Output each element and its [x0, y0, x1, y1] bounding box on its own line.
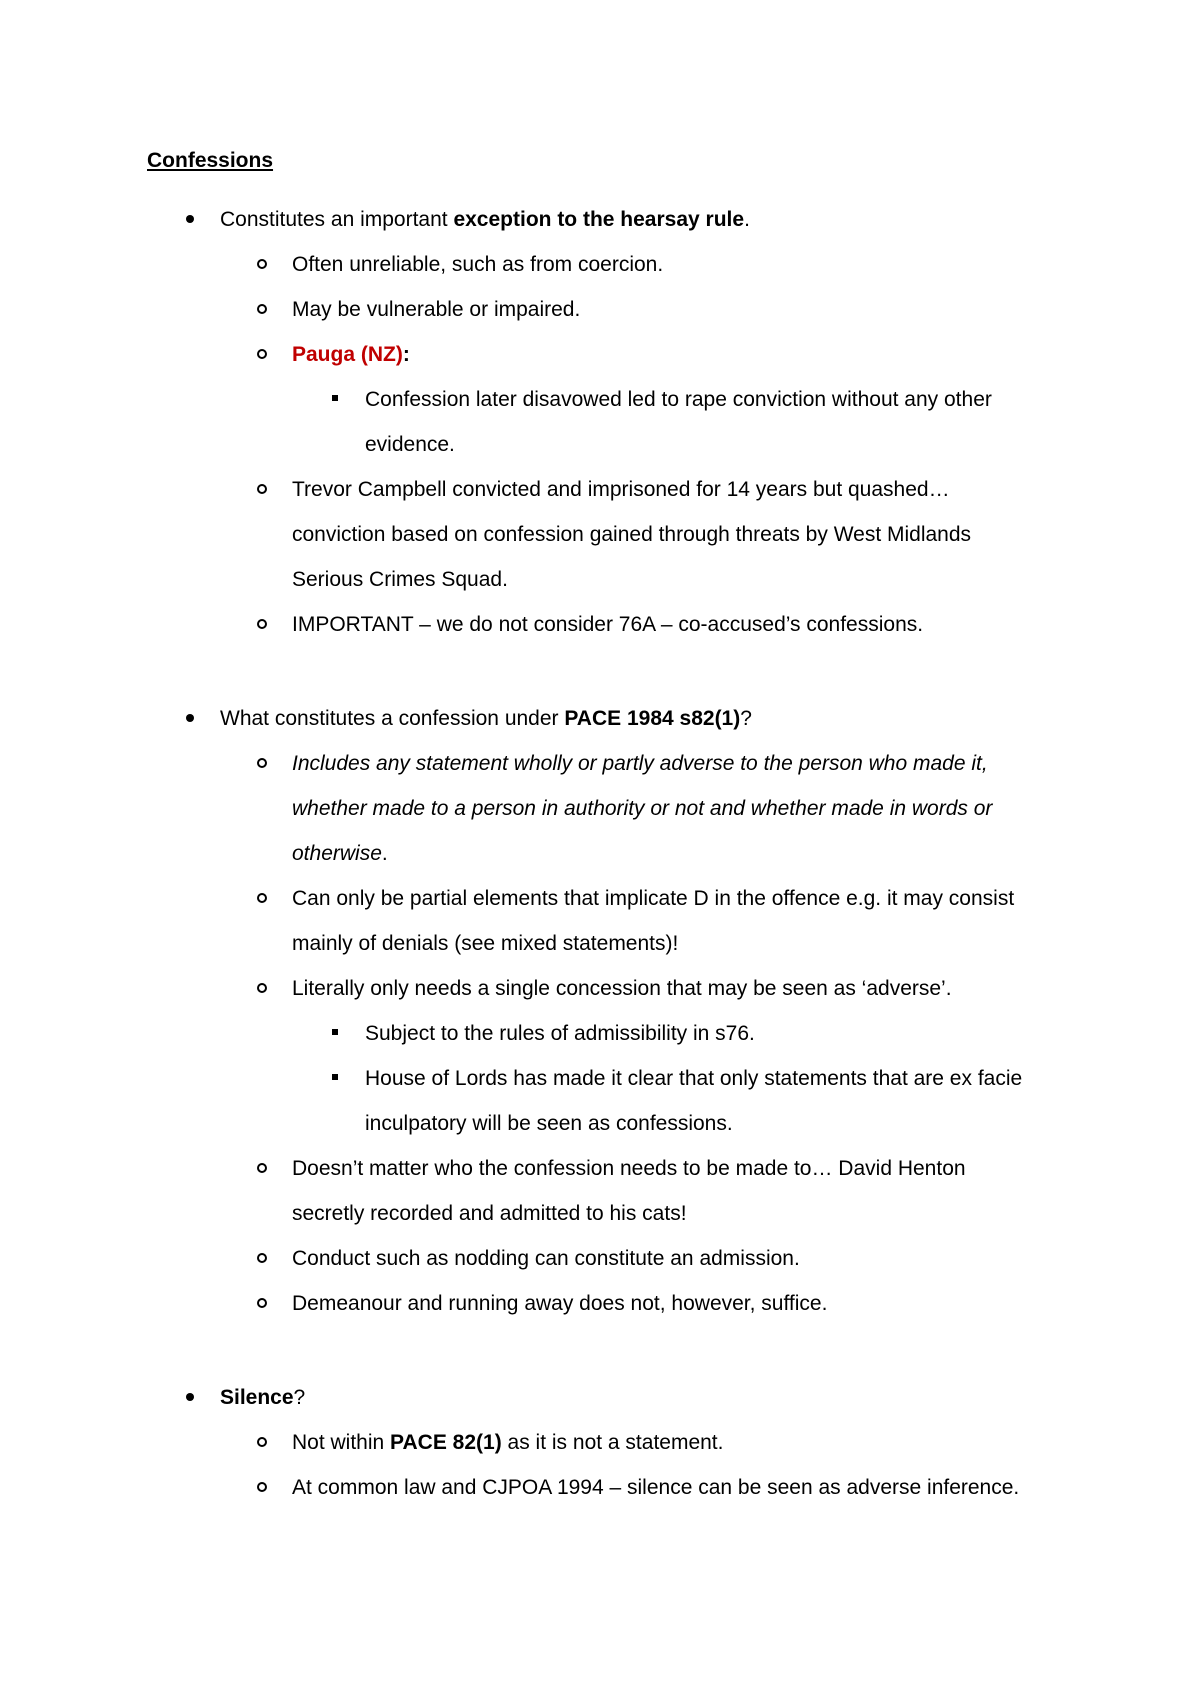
sub-bullet-vulnerable: May be vulnerable or impaired.: [292, 298, 581, 321]
bullet-ring-icon: [252, 976, 272, 1002]
sub-bullet-henton-line1: Doesn’t matter who the confession needs to be made to… David Henton: [292, 1157, 966, 1180]
document-title: Confessions: [147, 149, 274, 172]
bullet-dot-icon: [180, 1385, 200, 1411]
subsub-bullet-lords-line1: House of Lords has made it clear that only statements that are ex facie: [365, 1067, 1023, 1090]
bullet-silence: Silence?: [220, 1386, 306, 1409]
bullet-ring-icon: [252, 1430, 272, 1456]
bullet-ring-icon: [252, 1156, 272, 1182]
bullet-ring-icon: [252, 1246, 272, 1272]
sub-bullet-cjpoa: At common law and CJPOA 1994 – silence can be seen as adverse inference.: [292, 1476, 1020, 1499]
subsub-bullet-lords-line2: inculpatory will be seen as confessions.: [365, 1112, 733, 1135]
bullet-ring-icon: [252, 886, 272, 912]
sub-bullet-unreliable: Often unreliable, such as from coercion.: [292, 253, 664, 276]
bullet-square-icon: [325, 387, 345, 413]
bullet-ring-icon: [252, 1291, 272, 1317]
sub-bullet-campbell-line2: conviction based on confession gained through threats by West Midlands: [292, 523, 972, 546]
case-name-pauga: Pauga (NZ): [292, 343, 403, 366]
sub-bullet-includes-line2: whether made to a person in authority or not and whether made in words or: [292, 797, 993, 820]
sub-bullet-demeanour: Demeanour and running away does not, however, suffice.: [292, 1292, 828, 1315]
subsub-bullet-disavowed-line2: evidence.: [365, 433, 455, 456]
sub-bullet-includes-line1: Includes any statement wholly or partly adverse to the person who made it,: [292, 752, 988, 775]
bullet-square-icon: [325, 1021, 345, 1047]
sub-bullet-pauga-case: Pauga (NZ):: [292, 343, 410, 366]
bullet-ring-icon: [252, 342, 272, 368]
sub-bullet-partial-line2: mainly of denials (see mixed statements)!: [292, 932, 679, 955]
sub-bullet-nodding: Conduct such as nodding can constitute an admission.: [292, 1247, 800, 1270]
bullet-pace-definition: What constitutes a confession under PACE 1984 s82(1)?: [220, 707, 752, 730]
sub-bullet-important-76a: IMPORTANT – we do not consider 76A – co-accused’s confessions.: [292, 613, 924, 636]
sub-bullet-campbell-line3: Serious Crimes Squad.: [292, 568, 508, 591]
bullet-dot-icon: [180, 706, 200, 732]
bullet-ring-icon: [252, 297, 272, 323]
sub-bullet-partial-line1: Can only be partial elements that implicate D in the offence e.g. it may consist: [292, 887, 1015, 910]
sub-bullet-includes-line3: otherwise.: [292, 842, 388, 865]
bullet-square-icon: [325, 1066, 345, 1092]
bullet-ring-icon: [252, 751, 272, 777]
subsub-bullet-disavowed-line1: Confession later disavowed led to rape conviction without any other: [365, 388, 992, 411]
bullet-ring-icon: [252, 252, 272, 278]
bullet-ring-icon: [252, 1475, 272, 1501]
bullet-ring-icon: [252, 612, 272, 638]
sub-bullet-not-statement: Not within PACE 82(1) as it is not a statement.: [292, 1431, 724, 1454]
bullet-hearsay-exception: Constitutes an important exception to the hearsay rule.: [220, 208, 750, 231]
sub-bullet-single-concession: Literally only needs a single concession that may be seen as ‘adverse’.: [292, 977, 952, 1000]
sub-bullet-campbell-line1: Trevor Campbell convicted and imprisoned for 14 years but quashed…: [292, 478, 950, 501]
bullet-dot-icon: [180, 207, 200, 233]
subsub-bullet-s76: Subject to the rules of admissibility in s76.: [365, 1022, 755, 1045]
sub-bullet-henton-line2: secretly recorded and admitted to his cats!: [292, 1202, 687, 1225]
bullet-ring-icon: [252, 477, 272, 503]
